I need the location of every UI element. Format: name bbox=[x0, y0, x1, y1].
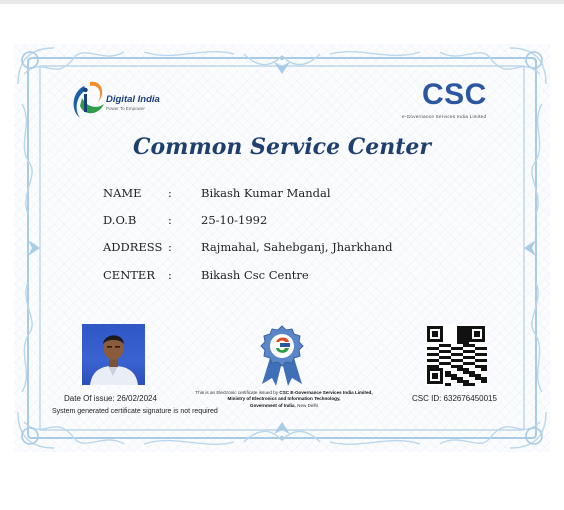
qr-module bbox=[481, 347, 484, 350]
qr-module bbox=[451, 359, 454, 362]
qr-module bbox=[469, 356, 472, 359]
qr-module bbox=[457, 353, 460, 356]
qr-module bbox=[460, 380, 463, 383]
qr-module bbox=[457, 377, 460, 380]
qr-module bbox=[433, 353, 436, 356]
qr-module bbox=[442, 350, 445, 353]
qr-module bbox=[466, 356, 469, 359]
qr-module bbox=[466, 341, 469, 344]
qr-module bbox=[436, 353, 439, 356]
field-colon: : bbox=[168, 213, 172, 227]
qr-code bbox=[425, 324, 487, 386]
certificate-card bbox=[14, 44, 550, 452]
qr-module bbox=[469, 374, 472, 377]
qr-module bbox=[460, 332, 463, 335]
qr-module bbox=[466, 335, 469, 338]
qr-module bbox=[481, 368, 484, 371]
field-value-address: Rajmahal, Sahebganj, Jharkhand bbox=[201, 240, 393, 254]
qr-module bbox=[472, 374, 475, 377]
field-colon: : bbox=[168, 186, 172, 200]
qr-module bbox=[451, 377, 454, 380]
qr-module bbox=[460, 359, 463, 362]
qr-module bbox=[463, 335, 466, 338]
qr-module bbox=[445, 374, 448, 377]
qr-module bbox=[478, 353, 481, 356]
qr-module bbox=[472, 356, 475, 359]
qr-module bbox=[475, 374, 478, 377]
qr-module bbox=[442, 356, 445, 359]
qr-module bbox=[463, 326, 466, 329]
qr-module bbox=[466, 368, 469, 371]
qr-module bbox=[439, 350, 442, 353]
issued-note-prefix: This is an Electronic certificate issued by bbox=[195, 390, 279, 395]
qr-module bbox=[466, 380, 469, 383]
qr-module bbox=[445, 383, 448, 386]
qr-module bbox=[454, 374, 457, 377]
qr-module bbox=[445, 362, 448, 365]
qr-module bbox=[472, 362, 475, 365]
qr-module bbox=[454, 347, 457, 350]
qr-module bbox=[460, 329, 463, 332]
qr-module bbox=[454, 377, 457, 380]
qr-module bbox=[439, 362, 442, 365]
qr-module bbox=[478, 377, 481, 380]
qr-module bbox=[457, 335, 460, 338]
qr-module bbox=[460, 341, 463, 344]
qr-module bbox=[427, 347, 430, 350]
issued-note-ministry: Ministry of Electronics and Information Technology, bbox=[227, 396, 341, 402]
qr-module bbox=[457, 329, 460, 332]
qr-module bbox=[460, 353, 463, 356]
qr-module bbox=[463, 356, 466, 359]
field-label-name: NAME bbox=[103, 186, 142, 200]
seal-badge bbox=[258, 324, 306, 388]
qr-module bbox=[469, 362, 472, 365]
field-label-center: CENTER bbox=[103, 268, 155, 282]
qr-module bbox=[481, 353, 484, 356]
qr-module bbox=[451, 365, 454, 368]
qr-module bbox=[448, 344, 451, 347]
digital-india-emblem-icon bbox=[68, 76, 106, 124]
portrait-image bbox=[82, 324, 145, 385]
qr-module bbox=[451, 374, 454, 377]
qr-module bbox=[430, 353, 433, 356]
qr-code-icon bbox=[425, 324, 487, 386]
qr-module bbox=[463, 338, 466, 341]
qr-module bbox=[481, 380, 484, 383]
qr-module bbox=[460, 377, 463, 380]
qr-module bbox=[427, 359, 430, 362]
qr-module bbox=[457, 380, 460, 383]
csc-logo-subtext: e-Governance Services India Limited bbox=[402, 114, 487, 119]
qr-module bbox=[445, 356, 448, 359]
qr-module bbox=[460, 347, 463, 350]
qr-module bbox=[451, 353, 454, 356]
qr-module bbox=[472, 344, 475, 347]
qr-module bbox=[469, 371, 472, 374]
qr-module bbox=[430, 359, 433, 362]
qr-module bbox=[478, 374, 481, 377]
qr-module bbox=[448, 362, 451, 365]
field-value-name: Bikash Kumar Mandal bbox=[201, 186, 331, 200]
qr-module bbox=[460, 335, 463, 338]
qr-module bbox=[466, 371, 469, 374]
qr-module bbox=[457, 368, 460, 371]
qr-module bbox=[454, 353, 457, 356]
qr-module bbox=[451, 347, 454, 350]
qr-module bbox=[457, 347, 460, 350]
field-value-center: Bikash Csc Centre bbox=[201, 268, 309, 282]
qr-module bbox=[484, 377, 487, 380]
qr-module bbox=[436, 359, 439, 362]
qr-module bbox=[463, 371, 466, 374]
qr-module bbox=[457, 332, 460, 335]
qr-module bbox=[448, 371, 451, 374]
qr-module bbox=[457, 365, 460, 368]
qr-module bbox=[475, 359, 478, 362]
qr-module bbox=[469, 344, 472, 347]
qr-module bbox=[466, 329, 469, 332]
digital-india-logo bbox=[68, 76, 160, 124]
date-of-issue: Date Of issue: 26/02/2024 bbox=[64, 394, 157, 403]
qr-module bbox=[463, 332, 466, 335]
qr-module bbox=[430, 365, 433, 368]
qr-module bbox=[442, 362, 445, 365]
qr-module bbox=[475, 365, 478, 368]
qr-module bbox=[466, 383, 469, 386]
award-ribbon-icon bbox=[258, 324, 306, 388]
qr-module bbox=[445, 350, 448, 353]
qr-module bbox=[457, 341, 460, 344]
qr-module bbox=[478, 365, 481, 368]
qr-module bbox=[463, 341, 466, 344]
qr-module bbox=[436, 365, 439, 368]
issued-note-government: Government of India bbox=[249, 402, 295, 408]
qr-module bbox=[472, 383, 475, 386]
qr-module bbox=[442, 344, 445, 347]
qr-module bbox=[472, 371, 475, 374]
qr-module bbox=[460, 326, 463, 329]
qr-module bbox=[472, 350, 475, 353]
qr-module bbox=[448, 374, 451, 377]
qr-module bbox=[439, 344, 442, 347]
qr-module bbox=[460, 368, 463, 371]
field-colon: : bbox=[168, 268, 172, 282]
qr-module bbox=[448, 383, 451, 386]
qr-module bbox=[457, 326, 460, 329]
qr-module bbox=[481, 359, 484, 362]
qr-module bbox=[475, 377, 478, 380]
qr-module bbox=[463, 329, 466, 332]
digital-india-title: Digital India bbox=[106, 94, 160, 105]
qr-module bbox=[475, 347, 478, 350]
qr-module bbox=[463, 383, 466, 386]
qr-module bbox=[433, 365, 436, 368]
qr-module bbox=[460, 365, 463, 368]
qr-module bbox=[454, 365, 457, 368]
qr-module bbox=[481, 365, 484, 368]
qr-module bbox=[433, 347, 436, 350]
qr-module bbox=[460, 338, 463, 341]
holder-photo bbox=[82, 324, 145, 385]
qr-module bbox=[427, 365, 430, 368]
qr-module bbox=[466, 332, 469, 335]
qr-module bbox=[481, 377, 484, 380]
qr-module bbox=[463, 350, 466, 353]
qr-module bbox=[469, 350, 472, 353]
qr-module bbox=[466, 362, 469, 365]
qr-module bbox=[463, 368, 466, 371]
qr-module bbox=[484, 359, 487, 362]
qr-module bbox=[475, 353, 478, 356]
qr-module bbox=[466, 350, 469, 353]
qr-module bbox=[463, 362, 466, 365]
field-colon: : bbox=[168, 240, 172, 254]
qr-module bbox=[484, 353, 487, 356]
qr-module bbox=[478, 347, 481, 350]
qr-module bbox=[445, 344, 448, 347]
system-generated-note: System generated certificate signature is not required bbox=[52, 408, 218, 415]
qr-module bbox=[436, 347, 439, 350]
issued-note-location: , New Delhi bbox=[294, 402, 319, 408]
field-label-address: ADDRESS bbox=[103, 240, 163, 254]
qr-module bbox=[484, 380, 487, 383]
issued-note-issuer: CSC E-Governance Services India Limited, bbox=[279, 390, 373, 395]
qr-module bbox=[448, 356, 451, 359]
qr-module bbox=[430, 347, 433, 350]
qr-module bbox=[439, 356, 442, 359]
qr-module bbox=[427, 353, 430, 356]
csc-logo-text: CSC bbox=[422, 78, 487, 111]
qr-module bbox=[478, 359, 481, 362]
qr-module bbox=[454, 359, 457, 362]
qr-module bbox=[469, 383, 472, 386]
qr-module bbox=[484, 368, 487, 371]
qr-module bbox=[463, 344, 466, 347]
qr-module bbox=[433, 359, 436, 362]
csc-logo bbox=[402, 80, 512, 124]
qr-module bbox=[445, 371, 448, 374]
qr-module bbox=[484, 347, 487, 350]
qr-module bbox=[466, 344, 469, 347]
qr-module bbox=[484, 365, 487, 368]
qr-module bbox=[457, 359, 460, 362]
top-edge bbox=[0, 0, 564, 4]
qr-module bbox=[466, 326, 469, 329]
field-value-dob: 25-10-1992 bbox=[201, 213, 268, 227]
digital-india-tagline: Power To Empower bbox=[106, 106, 145, 111]
issuance-statement bbox=[170, 390, 398, 409]
certificate-title: Common Service Center bbox=[133, 134, 431, 160]
qr-module bbox=[463, 380, 466, 383]
qr-module bbox=[448, 350, 451, 353]
qr-module bbox=[457, 338, 460, 341]
csc-id: CSC ID: 632676450015 bbox=[412, 394, 497, 403]
field-label-dob: D.O.B bbox=[103, 213, 137, 227]
qr-module bbox=[466, 338, 469, 341]
